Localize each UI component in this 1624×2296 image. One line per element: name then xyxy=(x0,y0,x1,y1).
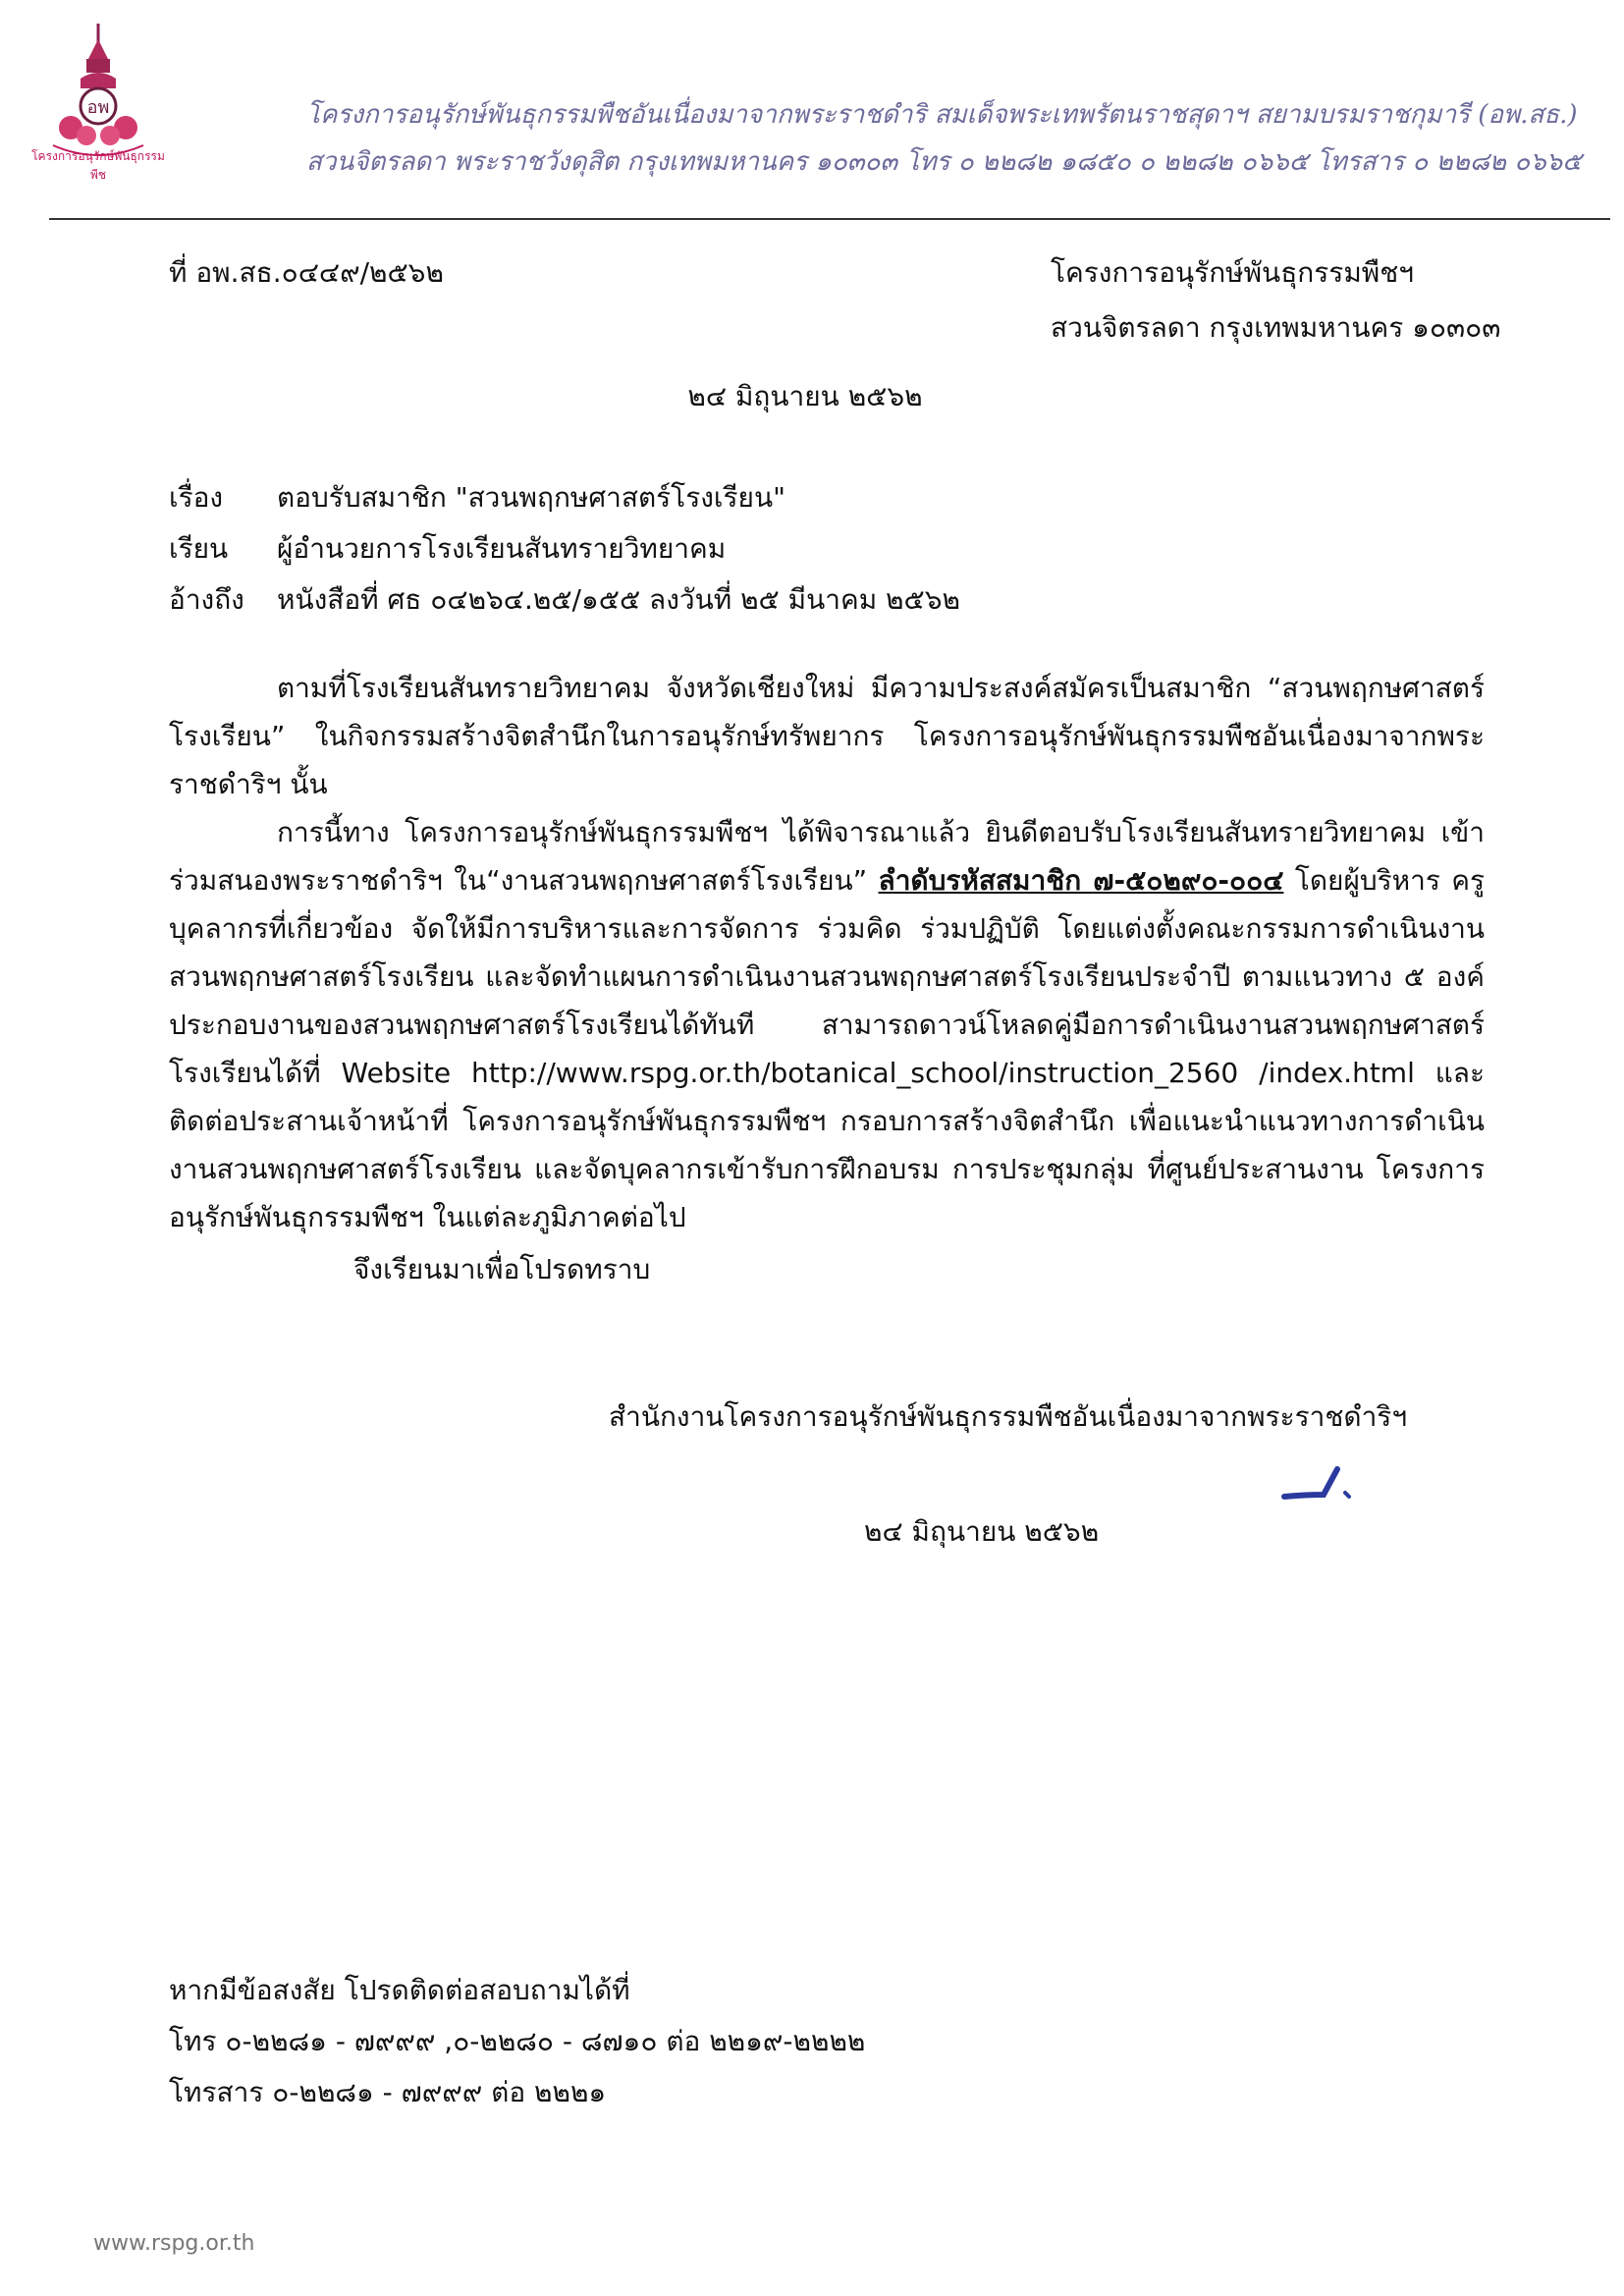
paragraph-2-intro: การนี้ทาง โครงการอนุรักษ์พันธุกรรมพืชฯ ได้พิจารณาแล้ว ยินดีตอบรับโรงเรียนสันทรายวิทยาคม เข้าร่วมสนองพระราชดำริฯ ใน“งานสวนพฤกษศาสตร์โรงเรียน” xyxy=(169,816,1485,897)
body-paragraph-2 xyxy=(169,808,1485,1241)
contact-intro: หากมีข้อสงสัย โปรดติดต่อสอบถามได้ที่ xyxy=(169,1974,630,2006)
reference-row xyxy=(169,580,960,620)
subject-text: ตอบรับสมาชิก "สวนพฤกษศาสตร์โรงเรียน" xyxy=(277,481,785,514)
reference-label: อ้างถึง xyxy=(169,583,244,616)
footer-website: www.rspg.or.th xyxy=(93,2231,255,2256)
recipient-text: ผู้อำนวยการโรงเรียนสันทรายวิทยาคม xyxy=(277,532,727,565)
contact-fax: โทรสาร ๐-๒๒๘๑ - ๗๙๙๙ ต่อ ๒๒๒๑ xyxy=(169,2076,607,2108)
closing-line: จึงเรียนมาเพื่อโปรดทราบ xyxy=(353,1253,651,1285)
letter-date: ๒๔ มิถุนายน ๒๕๖๒ xyxy=(687,380,923,412)
recipient-row xyxy=(169,529,726,569)
letterhead-line-1: โครงการอนุรักษ์พันธุกรรมพืชอันเนื่องมาจากพระราชดำริ สมเด็จพระเทพรัตนราชสุดาฯ สยามบรมราชกุมารี (อพ.สธ.) xyxy=(306,100,1578,130)
contact-phone: โทร ๐-๒๒๘๑ - ๗๙๙๙ ,๐-๒๒๘๐ - ๘๗๑๐ ต่อ ๒๒๑๙-๒๒๒๒ xyxy=(169,2025,866,2057)
signature-mark xyxy=(1276,1453,1375,1512)
sender-address: สวนจิตรลดา กรุงเทพมหานคร ๑๐๓๐๓ xyxy=(1051,311,1501,344)
svg-text:อพ: อพ xyxy=(86,97,110,118)
letterhead-line-2: สวนจิตรลดา พระราชวังดุสิต กรุงเทพมหานคร ๑๐๓๐๓ โทร ๐ ๒๒๘๒ ๑๘๕๐ ๐ ๒๒๘๒ ๐๖๖๕ โทรสาร ๐ ๒๒๘๒ ๐๖๖๕ xyxy=(306,147,1582,177)
logo-caption: โครงการอนุรักษ์พันธุกรรมพืช xyxy=(31,149,165,182)
subject-label: เรื่อง xyxy=(169,481,224,514)
reference-number: ที่ อพ.สธ.๐๔๔๙/๒๕๖๒ xyxy=(169,256,444,289)
body-paragraph-1: ตามที่โรงเรียนสันทรายวิทยาคม จังหวัดเชียงใหม่ มีความประสงค์สมัครเป็นสมาชิก “สวนพฤกษศาสตร์โรงเรียน” ในกิจกรรมสร้างจิตสำนึกในการอนุรักษ์ทรัพยากร โครงการอนุรักษ์พันธุกรรมพืชอันเนื่องมาจากพระราชดำริฯ นั้น xyxy=(169,672,1485,800)
signatory-office: สำนักงานโครงการอนุรักษ์พันธุกรรมพืชอันเนื่องมาจากพระราชดำริฯ xyxy=(609,1400,1408,1433)
paragraph-2-body: โดยผู้บริหาร ครู บุคลากรที่เกี่ยวข้อง จัดให้มีการบริหารและการจัดการ ร่วมคิด ร่วมปฏิบัติ โดยแต่งตั้งคณะกรรมการดำเนินงานสวนพฤกษศาสตร์โรงเรียน และจัดทำแผนการดำเนินงานสวนพฤกษศาสตร์โรงเรียนประจำปี ตามแนวทาง ๕ องค์ประกอบงานของสวนพฤกษศาสตร์โรงเรียนได้ทันที สามารถดาวน์โหลดคู่มือการดำเนินงานสวนพฤกษศาสตร์โรงเรียนได้ที่ Website http://www.rspg.or.th/botanical_school/instruction_2560 /index.html และติดต่อประสานเจ้าหน้าที่ โครงการอนุรักษ์พันธุกรรมพืชฯ กรอบการสร้างจิตสำนึก เพื่อแนะนำแนวทางการดำเนินงานสวนพฤกษศาสตร์โรงเรียน และจัดบุคลากรเข้ารับการฝึกอบรม การประชุมกลุ่ม ที่ศูนย์ประสานงาน โครงการอนุรักษ์พันธุกรรมพืชฯ ในแต่ละภูมิภาคต่อไป xyxy=(169,864,1486,1233)
rspg-logo xyxy=(39,20,157,167)
reference-text: หนังสือที่ ศธ ๐๔๒๖๔.๒๕/๑๕๕ ลงวันที่ ๒๕ มีนาคม ๒๕๖๒ xyxy=(277,583,960,616)
sender-name: โครงการอนุรักษ์พันธุกรรมพืชฯ xyxy=(1051,256,1414,289)
subject-row xyxy=(169,478,785,518)
recipient-label: เรียน xyxy=(169,532,229,565)
header-divider xyxy=(49,218,1610,220)
member-code: ลำดับรหัสสมาชิก ๗-๕๐๒๙๐-๐๐๔ xyxy=(878,864,1284,897)
signature-date: ๒๔ มิถุนายน ๒๕๖๒ xyxy=(864,1515,1100,1548)
